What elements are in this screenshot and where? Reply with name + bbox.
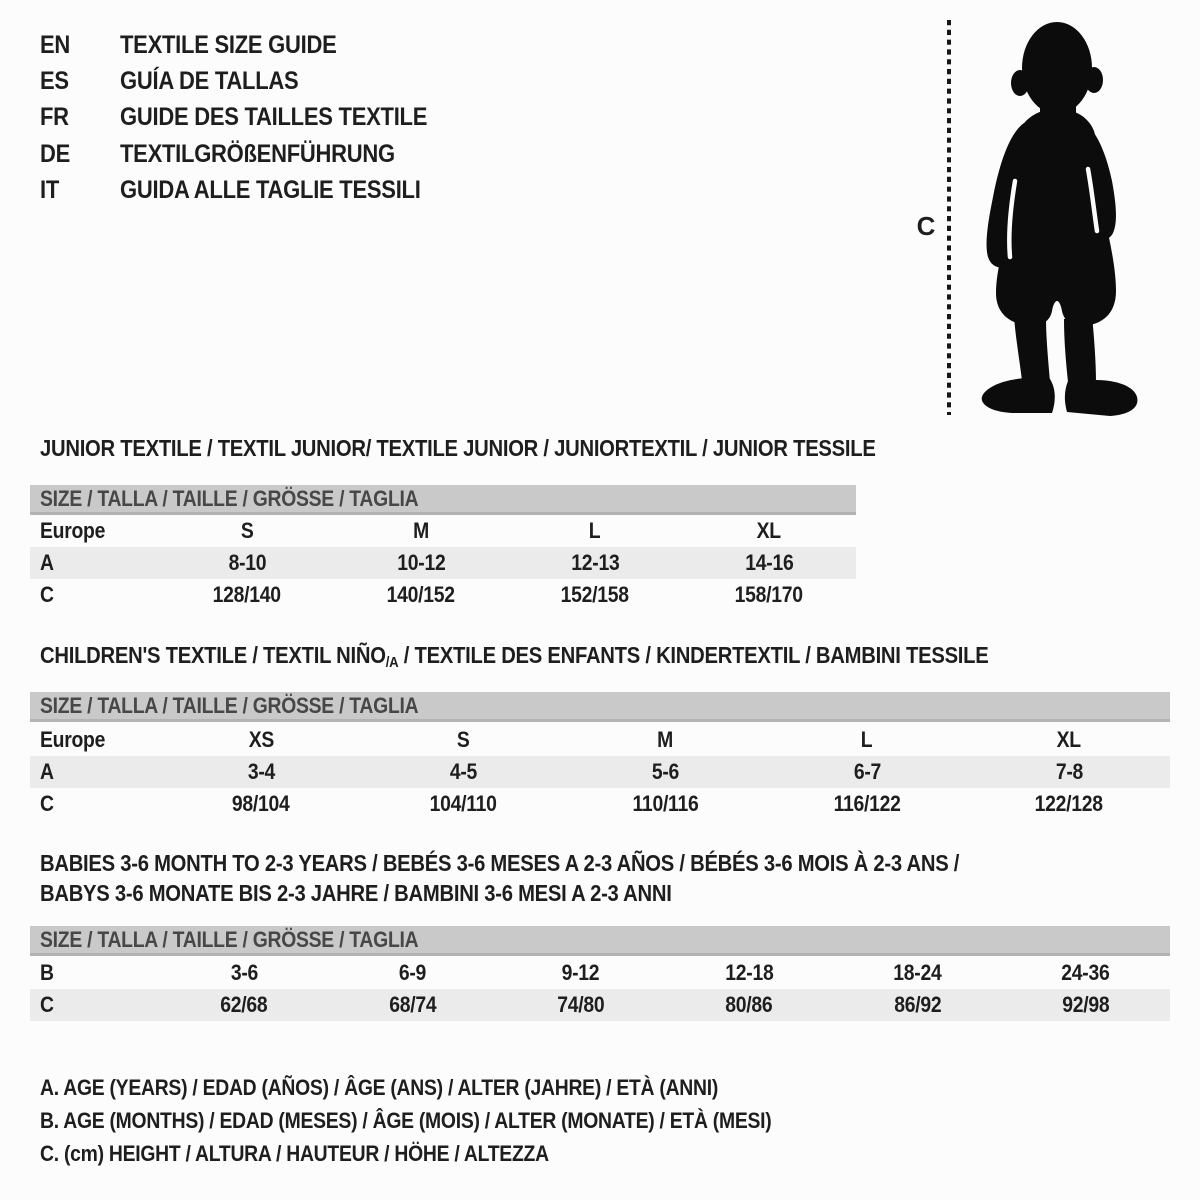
legend-line	[40, 1071, 871, 1104]
row-label-text: Europe	[40, 518, 106, 543]
table-cell	[160, 791, 362, 817]
table-row	[30, 957, 1170, 989]
column-header-cell	[508, 518, 682, 544]
table-cell-text: 18-24	[893, 960, 942, 985]
children-textile-section	[30, 640, 1170, 822]
table-cell-text: 74/80	[557, 992, 605, 1017]
language-title	[120, 31, 366, 60]
column-header-text: L	[861, 727, 873, 752]
children-section-title-text: CHILDREN'S TEXTILE / TEXTIL NIÑO/A / TEXTILE DES ENFANTS / KINDERTEXTIL / BAMBINI TESSILE	[40, 642, 989, 671]
babies-size-header-bar	[30, 926, 1170, 956]
row-label	[30, 759, 160, 785]
table-cell-text: 68/74	[388, 992, 437, 1017]
table-cell	[334, 550, 508, 576]
language-row	[40, 63, 469, 99]
junior-section-title	[40, 433, 990, 463]
table-cell	[362, 759, 564, 785]
table-cell-text: 8-10	[228, 550, 266, 575]
table-cell	[508, 550, 682, 576]
table-cell	[833, 992, 1001, 1018]
row-label-text: C	[40, 791, 54, 816]
table-cell-text: 98/104	[232, 791, 290, 816]
column-header-cell	[968, 727, 1170, 753]
junior-textile-section	[30, 433, 876, 613]
language-code	[40, 31, 120, 60]
babies-textile-section	[30, 848, 1170, 1023]
junior-section-title-text: JUNIOR TEXTILE / TEXTIL JUNIOR/ TEXTILE JUNIOR / JUNIORTEXTIL / JUNIOR TESSILE	[40, 435, 876, 461]
toddler-silhouette-icon	[964, 18, 1148, 420]
table-cell	[160, 992, 328, 1018]
table-cell	[766, 759, 968, 785]
table-cell-text: 7-8	[1055, 759, 1083, 784]
table-cell-text: 104/110	[429, 791, 497, 816]
legend-line	[40, 1137, 871, 1170]
table-cell	[362, 791, 564, 817]
column-header-text: M	[657, 727, 673, 752]
table-cell	[160, 582, 334, 608]
column-header-row	[30, 724, 1170, 756]
language-title	[120, 103, 469, 132]
language-title-text: GUIDA ALLE TAGLIE TESSILI	[120, 176, 421, 205]
column-header-text: L	[589, 518, 601, 543]
language-title	[120, 140, 432, 169]
column-header-row	[30, 515, 856, 547]
column-header-text: M	[413, 518, 429, 543]
language-code-text: IT	[40, 176, 60, 205]
table-cell-text: 86/92	[893, 992, 942, 1017]
language-code	[40, 140, 120, 169]
row-label-text: C	[40, 992, 54, 1017]
table-cell	[564, 791, 766, 817]
table-cell-text: 80/86	[725, 992, 773, 1017]
row-label-text: C	[40, 582, 54, 607]
babies-section-title-line2: BABYS 3-6 MONATE BIS 2-3 JAHRE / BAMBINI 3-6 MESI A 2-3 ANNI	[40, 880, 672, 906]
row-label-text: Europe	[40, 727, 106, 752]
height-measure-dashed-line	[944, 17, 954, 417]
table-cell-text: 152/158	[560, 582, 630, 607]
table-row	[30, 788, 1170, 820]
row-label	[30, 518, 160, 544]
junior-size-header-bar	[30, 485, 856, 515]
language-title-text: GUIDE DES TAILLES TEXTILE	[120, 103, 428, 132]
babies-size-header-text: SIZE / TALLA / TAILLE / GRÖSSE / TAGLIA	[40, 926, 419, 952]
row-label	[30, 582, 160, 608]
table-cell	[328, 960, 496, 986]
language-title	[120, 67, 323, 96]
table-row	[30, 756, 1170, 788]
table-cell	[682, 582, 856, 608]
table-cell	[334, 582, 508, 608]
table-cell-text: 6-7	[853, 759, 881, 784]
table-cell	[564, 759, 766, 785]
column-header-cell	[682, 518, 856, 544]
table-cell-text: 158/170	[734, 582, 804, 607]
table-cell-text: 92/98	[1062, 992, 1110, 1017]
language-code-text: EN	[40, 30, 71, 59]
table-cell	[1002, 960, 1170, 986]
language-title-text: TEXTILGRÖßENFÜHRUNG	[120, 139, 395, 168]
language-row	[40, 100, 469, 136]
table-row	[30, 579, 856, 611]
row-label	[30, 727, 160, 753]
legend-line	[40, 1104, 871, 1137]
babies-section-title	[40, 848, 1085, 908]
children-size-header-text: SIZE / TALLA / TAILLE / GRÖSSE / TAGLIA	[40, 692, 419, 718]
children-size-table	[30, 724, 1170, 820]
table-cell-text: 62/68	[220, 992, 268, 1017]
height-measure-label: C	[916, 211, 936, 241]
table-cell	[665, 960, 833, 986]
language-list	[40, 27, 469, 209]
language-code-text: FR	[40, 103, 69, 132]
table-cell-text: 4-5	[449, 759, 477, 784]
babies-size-table	[30, 957, 1170, 1021]
table-cell	[968, 759, 1170, 785]
table-cell-text: 122/128	[1034, 791, 1104, 816]
table-cell	[682, 550, 856, 576]
column-header-cell	[564, 727, 766, 753]
column-header-text: XL	[756, 518, 782, 543]
legend-line-text: B. AGE (MONTHS) / EDAD (MESES) / ÂGE (MOIS) / ALTER (MONATE) / ETÀ (MESI)	[40, 1107, 772, 1133]
language-title	[120, 176, 462, 205]
row-label-text: A	[40, 550, 54, 575]
column-header-text: XL	[1056, 727, 1082, 752]
legend-line-text: A. AGE (YEARS) / EDAD (AÑOS) / ÂGE (ANS) / ALTER (JAHRE) / ETÀ (ANNI)	[40, 1074, 719, 1100]
table-cell-text: 14-16	[744, 550, 794, 575]
language-row	[40, 173, 469, 209]
children-section-title	[40, 640, 1118, 678]
column-header-cell	[766, 727, 968, 753]
language-code	[40, 103, 120, 132]
table-cell	[160, 550, 334, 576]
column-header-cell	[362, 727, 564, 753]
row-label	[30, 550, 160, 576]
table-cell-text: 128/140	[212, 582, 282, 607]
junior-size-header-text: SIZE / TALLA / TAILLE / GRÖSSE / TAGLIA	[40, 485, 419, 511]
table-row	[30, 547, 856, 579]
table-row	[30, 989, 1170, 1021]
children-size-header-bar	[30, 692, 1170, 722]
table-cell	[497, 992, 665, 1018]
column-header-cell	[334, 518, 508, 544]
row-label	[30, 992, 160, 1018]
table-cell-text: 3-6	[230, 960, 258, 985]
babies-section-title-line1: BABIES 3-6 MONTH TO 2-3 YEARS / BEBÉS 3-6 MESES A 2-3 AÑOS / BÉBÉS 3-6 MOIS À 2-3 ANS /	[40, 850, 960, 876]
language-row	[40, 136, 469, 172]
language-code	[40, 67, 120, 96]
legend-line-text: C. (cm) HEIGHT / ALTURA / HAUTEUR / HÖHE / ALTEZZA	[40, 1140, 549, 1166]
language-code-text: ES	[40, 67, 69, 96]
column-header-text: XS	[248, 727, 274, 752]
table-cell-text: 10-12	[396, 550, 446, 575]
table-cell-text: 110/116	[632, 791, 698, 816]
table-cell	[766, 791, 968, 817]
table-cell	[968, 791, 1170, 817]
table-cell-text: 6-9	[398, 960, 427, 985]
language-code-text: DE	[40, 139, 71, 168]
column-header-text: S	[240, 518, 254, 543]
table-cell-text: 12-18	[725, 960, 774, 985]
table-cell-text: 3-4	[247, 759, 275, 784]
table-cell	[328, 992, 496, 1018]
language-title-text: GUÍA DE TALLAS	[120, 67, 299, 96]
table-cell	[160, 960, 328, 986]
column-header-cell	[160, 518, 334, 544]
row-label	[30, 960, 160, 986]
table-cell-text: 5-6	[651, 759, 679, 784]
row-label	[30, 791, 160, 817]
table-cell	[497, 960, 665, 986]
language-title-text: TEXTILE SIZE GUIDE	[120, 30, 337, 59]
language-code	[40, 176, 120, 205]
table-cell	[665, 992, 833, 1018]
column-header-text: S	[456, 727, 470, 752]
table-cell	[1002, 992, 1170, 1018]
table-cell-text: 9-12	[561, 960, 600, 985]
language-row	[40, 27, 469, 63]
table-cell	[833, 960, 1001, 986]
table-cell-text: 140/152	[386, 582, 456, 607]
table-cell-text: 24-36	[1061, 960, 1110, 985]
table-cell-text: 12-13	[570, 550, 620, 575]
table-cell-text: 116/122	[833, 791, 901, 816]
table-cell	[508, 582, 682, 608]
row-label-text: B	[40, 960, 54, 985]
column-header-cell	[160, 727, 362, 753]
row-label-text: A	[40, 759, 54, 784]
junior-size-table	[30, 515, 856, 611]
table-cell	[160, 759, 362, 785]
legend	[40, 1071, 871, 1170]
